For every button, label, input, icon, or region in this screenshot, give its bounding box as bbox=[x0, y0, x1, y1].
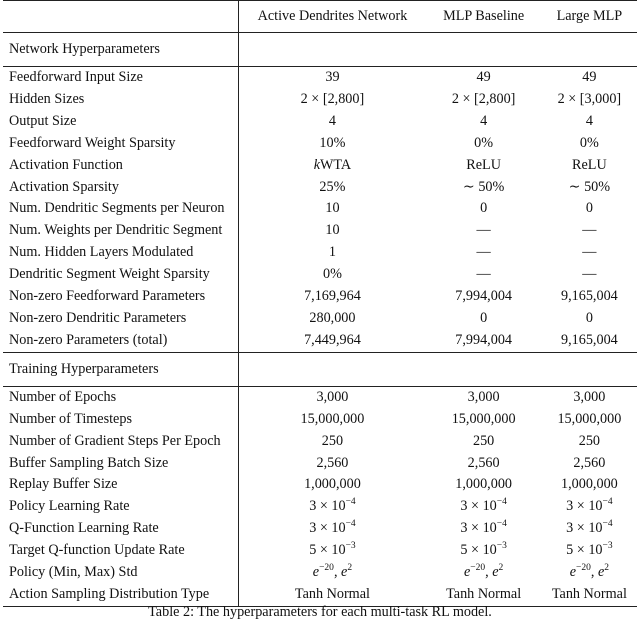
large-mlp-value: 0 bbox=[585, 309, 593, 326]
table-row bbox=[3, 177, 637, 199]
mlp-baseline-value: $3 \times 10^{-4}$ bbox=[460, 497, 507, 515]
large-mlp-value: 9,165,004 bbox=[561, 331, 618, 348]
mlp-baseline-value: 4 bbox=[480, 112, 488, 129]
mlp-baseline-value: — bbox=[476, 222, 491, 239]
table-row bbox=[3, 474, 637, 496]
large-mlp-value: $e^{-20}$, $e^2$ bbox=[569, 563, 610, 581]
row-label: Number of Epochs bbox=[9, 388, 117, 405]
mlp-baseline-value: 2,560 bbox=[467, 454, 500, 471]
active-dendrites-value: $3 \times 10^{-4}$ bbox=[239, 518, 426, 540]
row-label: Output Size bbox=[9, 112, 77, 129]
mlp-baseline-value: ReLU bbox=[466, 156, 501, 173]
mlp-baseline-value: 49 bbox=[476, 69, 491, 85]
row-label: Feedforward Weight Sparsity bbox=[9, 134, 176, 151]
large-mlp-value: 9,165,004 bbox=[561, 288, 618, 305]
table-row bbox=[3, 198, 637, 220]
row-label: Buffer Sampling Batch Size bbox=[9, 454, 169, 471]
row-label: Num. Hidden Layers Modulated bbox=[9, 244, 194, 261]
large-mlp-value: 250 bbox=[578, 432, 601, 449]
section-spacer-cell bbox=[239, 33, 426, 67]
large-mlp-value: 2 × [3,000] bbox=[557, 90, 622, 107]
large-mlp-value: 0 bbox=[585, 200, 593, 217]
section-title: Training Hyperparameters bbox=[9, 360, 159, 377]
row-label: Num. Dendritic Segments per Neuron bbox=[9, 200, 225, 217]
section-spacer-cell bbox=[426, 352, 542, 386]
large-mlp-value: 0% bbox=[579, 134, 599, 151]
mlp-baseline-value: 3,000 bbox=[467, 388, 500, 405]
mlp-baseline-value: 7,994,004 bbox=[455, 288, 512, 305]
table-row bbox=[3, 242, 637, 264]
row-label: Activation Function bbox=[9, 156, 123, 173]
large-mlp-value: 2,560 bbox=[573, 454, 606, 471]
table-row bbox=[3, 453, 637, 475]
table-row bbox=[3, 518, 637, 540]
active-dendrites-value: 1,000,000 bbox=[239, 474, 426, 496]
section-spacer-cell bbox=[426, 33, 542, 67]
row-label: Number of Gradient Steps Per Epoch bbox=[9, 432, 221, 449]
row-label: Dendritic Segment Weight Sparsity bbox=[9, 266, 210, 283]
table-row bbox=[3, 67, 637, 89]
table-row bbox=[3, 540, 637, 562]
mlp-baseline-value: 1,000,000 bbox=[455, 476, 512, 493]
row-label: Num. Weights per Dendritic Segment bbox=[9, 222, 223, 239]
hyperparameter-table bbox=[3, 0, 637, 607]
large-mlp-value: $3 \times 10^{-4}$ bbox=[566, 497, 613, 515]
table-row bbox=[3, 562, 637, 584]
row-label: Policy Learning Rate bbox=[9, 498, 130, 515]
active-dendrites-value: kWTA bbox=[239, 155, 426, 177]
table-row bbox=[3, 386, 637, 408]
active-dendrites-value: 10 bbox=[239, 220, 426, 242]
large-mlp-value: Tanh Normal bbox=[551, 585, 627, 602]
large-mlp-value: — bbox=[582, 222, 597, 239]
active-dendrites-value: $3 \times 10^{-4}$ bbox=[239, 496, 426, 518]
table-row bbox=[3, 133, 637, 155]
large-mlp-value: ∼ 50% bbox=[568, 178, 611, 195]
row-label: Q-Function Learning Rate bbox=[9, 520, 159, 537]
mlp-baseline-value: — bbox=[476, 266, 491, 283]
table-row bbox=[3, 111, 637, 133]
table-row bbox=[3, 308, 637, 330]
mlp-baseline-value: $5 \times 10^{-3}$ bbox=[460, 541, 507, 559]
table-row bbox=[3, 155, 637, 177]
mlp-baseline-value: 0% bbox=[474, 134, 494, 151]
row-label: Hidden Sizes bbox=[9, 90, 85, 107]
mlp-baseline-value: 7,994,004 bbox=[455, 331, 512, 348]
header-large-mlp: Large MLP bbox=[556, 8, 623, 24]
active-dendrites-value: 1 bbox=[239, 242, 426, 264]
active-dendrites-value: 10 bbox=[239, 198, 426, 220]
large-mlp-value: — bbox=[582, 244, 597, 261]
large-mlp-value: 1,000,000 bbox=[561, 476, 618, 493]
table-row bbox=[3, 89, 637, 111]
large-mlp-value: $5 \times 10^{-3}$ bbox=[566, 541, 613, 559]
active-dendrites-value: $5 \times 10^{-3}$ bbox=[239, 540, 426, 562]
mlp-baseline-value: 250 bbox=[472, 432, 495, 449]
large-mlp-value: ReLU bbox=[572, 156, 607, 173]
mlp-baseline-value: 2 × [2,800] bbox=[451, 90, 516, 107]
large-mlp-value: 4 bbox=[585, 112, 593, 129]
row-label: Number of Timesteps bbox=[9, 410, 132, 427]
row-label: Policy (Min, Max) Std bbox=[9, 564, 138, 581]
active-dendrites-value: 280,000 bbox=[239, 308, 426, 330]
section-spacer-cell bbox=[239, 352, 426, 386]
table-row bbox=[3, 496, 637, 518]
large-mlp-value: $3 \times 10^{-4}$ bbox=[566, 519, 613, 537]
active-dendrites-value: 2,560 bbox=[239, 453, 426, 475]
active-dendrites-value: 39 bbox=[239, 67, 426, 89]
active-dendrites-value: 2 × [2,800] bbox=[239, 89, 426, 111]
header-active-dendrites: Active Dendrites Network bbox=[239, 1, 426, 33]
active-dendrites-value: Tanh Normal bbox=[239, 584, 426, 606]
large-mlp-value: 3,000 bbox=[573, 388, 606, 405]
mlp-baseline-value: 15,000,000 bbox=[451, 410, 516, 427]
mlp-baseline-value: ∼ 50% bbox=[462, 178, 505, 195]
mlp-baseline-value: — bbox=[476, 244, 491, 261]
section-header-row bbox=[3, 352, 637, 386]
section-spacer-cell bbox=[542, 33, 637, 67]
large-mlp-value: 15,000,000 bbox=[557, 410, 622, 427]
mlp-baseline-value: Tanh Normal bbox=[446, 585, 522, 602]
active-dendrites-value: 10% bbox=[239, 133, 426, 155]
active-dendrites-value: 15,000,000 bbox=[239, 409, 426, 431]
table-row bbox=[3, 330, 637, 352]
large-mlp-value: — bbox=[582, 266, 597, 283]
active-dendrites-value: 3,000 bbox=[239, 386, 426, 408]
active-dendrites-value: 7,169,964 bbox=[239, 286, 426, 308]
table-row bbox=[3, 264, 637, 286]
row-label: Non-zero Dendritic Parameters bbox=[9, 309, 187, 326]
active-dendrites-value: 4 bbox=[239, 111, 426, 133]
table-row bbox=[3, 286, 637, 308]
row-label: Activation Sparsity bbox=[9, 178, 119, 195]
table-row bbox=[3, 431, 637, 453]
large-mlp-value: 49 bbox=[582, 69, 597, 85]
mlp-baseline-value: 0 bbox=[480, 309, 488, 326]
section-spacer-cell bbox=[542, 352, 637, 386]
mlp-baseline-value: $3 \times 10^{-4}$ bbox=[460, 519, 507, 537]
active-dendrites-value: 250 bbox=[239, 431, 426, 453]
table-body bbox=[3, 33, 637, 607]
section-title: Network Hyperparameters bbox=[9, 41, 160, 57]
row-label: Non-zero Parameters (total) bbox=[9, 331, 168, 348]
table-header-row bbox=[3, 1, 637, 33]
header-mlp-baseline: MLP Baseline bbox=[443, 8, 525, 24]
row-label: Feedforward Input Size bbox=[9, 69, 143, 85]
active-dendrites-value: 0% bbox=[239, 264, 426, 286]
mlp-baseline-value: 0 bbox=[480, 200, 488, 217]
table-caption: Table 2: The hyperparameters for each multi-task RL model. bbox=[148, 604, 492, 620]
row-label: Non-zero Feedforward Parameters bbox=[9, 288, 206, 305]
active-dendrites-value: 7,449,964 bbox=[239, 330, 426, 352]
row-label: Replay Buffer Size bbox=[9, 476, 118, 493]
row-label: Target Q-function Update Rate bbox=[9, 542, 185, 559]
table-row bbox=[3, 409, 637, 431]
active-dendrites-value: 25% bbox=[239, 177, 426, 199]
table-row bbox=[3, 220, 637, 242]
mlp-baseline-value: $e^{-20}$, $e^2$ bbox=[463, 563, 504, 581]
row-label: Action Sampling Distribution Type bbox=[9, 585, 210, 602]
active-dendrites-value: $e^{-20}$, $e^2$ bbox=[239, 562, 426, 584]
section-header-row bbox=[3, 33, 637, 67]
header-cell-label bbox=[3, 1, 239, 33]
